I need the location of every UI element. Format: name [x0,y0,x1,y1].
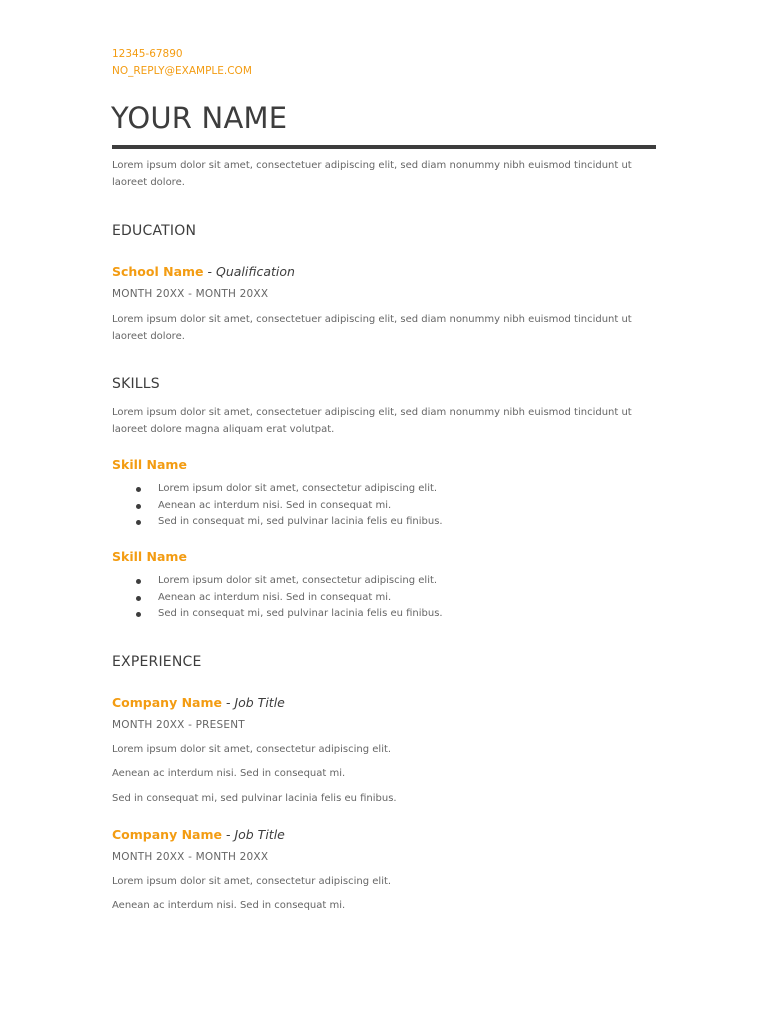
bullet-icon [136,596,141,601]
job-description-line: Aenean ac interdum nisi. Sed in consequat mi. [112,900,346,911]
job-title: Job Title [234,695,285,710]
title-separator: - [221,695,235,710]
job-dates: MONTH 20XX - MONTH 20XX [112,851,269,863]
bullet-icon [136,520,141,525]
education-dates: MONTH 20XX - MONTH 20XX [112,288,269,300]
job-description-line: Sed in consequat mi, sed pulvinar lacinia felis eu finibus. [112,793,397,804]
school-name: School Name [112,264,204,279]
skills-heading: SKILLS [112,376,160,392]
contact-block [112,46,252,80]
job-description-line: Aenean ac interdum nisi. Sed in consequat mi. [112,768,346,779]
summary-text: Lorem ipsum dolor sit amet, consectetuer adipiscing elit, sed diam nonummy nibh euismod tincidunt ut laoreet dolore. [112,160,632,188]
email-address: NO_REPLY@EXAMPLE.COM [112,65,252,77]
bullet-text: Sed in consequat mi, sed pulvinar lacinia felis eu finibus. [158,608,443,619]
bullet-icon [136,579,141,584]
bullet-text: Lorem ipsum dolor sit amet, consectetur adipiscing elit. [158,483,438,494]
list-item [136,481,443,498]
job-entry-title [112,695,285,710]
list-item [136,573,443,590]
phone-number: 12345-67890 [112,48,183,60]
job-dates: MONTH 20XX - PRESENT [112,719,245,731]
job-description-line: Lorem ipsum dolor sit amet, consectetur adipiscing elit. [112,876,392,887]
company-name: Company Name [112,827,222,842]
job-description-line: Lorem ipsum dolor sit amet, consectetur adipiscing elit. [112,744,392,755]
bullet-text: Lorem ipsum dolor sit amet, consectetur adipiscing elit. [158,575,438,586]
experience-heading: EXPERIENCE [112,654,202,670]
skill-bullet-list [136,481,443,531]
bullet-icon [136,612,141,617]
skill-name: Skill Name [112,457,187,472]
title-separator: - [203,264,216,279]
bullet-icon [136,487,141,492]
list-item [136,606,443,623]
list-item [136,498,443,515]
bullet-icon [136,504,141,509]
education-entry-title [112,264,295,279]
bullet-text: Aenean ac interdum nisi. Sed in consequat mi. [158,591,392,603]
job-entry-title [112,827,285,842]
skill-name: Skill Name [112,549,187,564]
title-separator: - [221,827,235,842]
skills-description: Lorem ipsum dolor sit amet, consectetuer adipiscing elit, sed diam nonummy nibh euismod tincidunt ut laoreet dolore magna aliquam erat volutpat. [112,407,632,435]
company-name: Company Name [112,695,222,710]
list-item [136,514,443,531]
applicant-name: YOUR NAME [111,101,288,135]
bullet-text: Sed in consequat mi, sed pulvinar lacinia felis eu finibus. [158,516,443,527]
education-description: Lorem ipsum dolor sit amet, consectetuer adipiscing elit, sed diam nonummy nibh euismod tincidunt ut laoreet dolore. [112,314,632,342]
bullet-text: Aenean ac interdum nisi. Sed in consequat mi. [158,499,392,511]
job-title: Job Title [234,827,285,842]
qualification: Qualification [216,264,295,279]
education-heading: EDUCATION [112,223,197,239]
title-divider [112,145,656,149]
list-item [136,590,443,607]
skill-bullet-list [136,573,443,623]
